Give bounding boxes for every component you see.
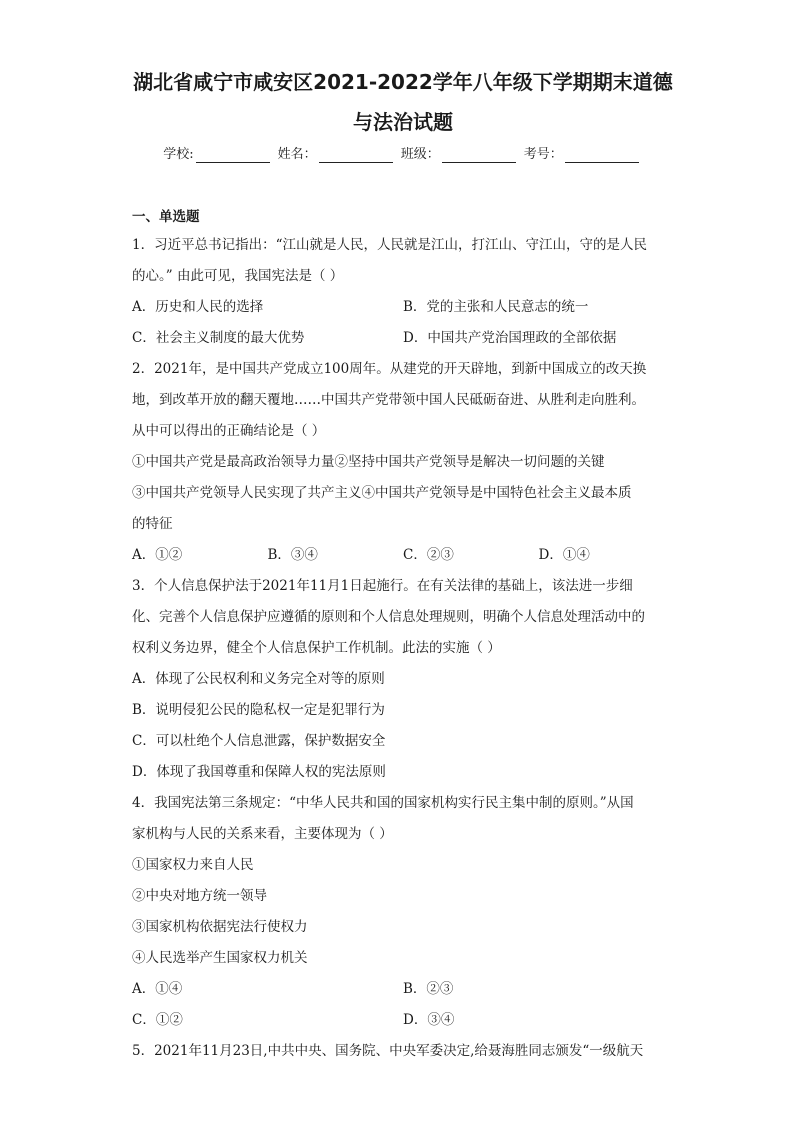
option-d[interactable]: D．③④ [403, 1012, 455, 1028]
info-name [278, 144, 397, 166]
option-b[interactable]: B．③④ [267, 547, 318, 563]
question-statement: ①国家权力来自人民 [132, 857, 254, 873]
options [132, 974, 674, 1036]
fill-blank [442, 148, 516, 163]
question-text: 3．个人信息保护法于2021年11月1日起施行。在有关法律的基础上，该法进一步细 [132, 578, 633, 594]
student-info-row [132, 144, 674, 166]
fill-blank [565, 148, 639, 163]
question-1 [132, 230, 674, 354]
question-statement: ③中国共产党领导人民实现了共产主义④中国共产党领导是中国特色社会主义最本质 [132, 485, 632, 501]
section-heading: 一、单选题 [132, 209, 200, 225]
option-b[interactable]: B．党的主张和人民意志的统一 [403, 299, 589, 315]
options [132, 664, 674, 788]
option-c[interactable]: C．可以杜绝个人信息泄露，保护数据安全 [132, 733, 386, 749]
fill-blank [319, 148, 393, 163]
options [132, 292, 674, 354]
info-label: 班级： [400, 147, 440, 162]
option-c[interactable]: C．①② [132, 1012, 183, 1028]
option-c[interactable]: C．②③ [403, 547, 454, 563]
question-statement: ①中国共产党是最高政治领导力量②坚持中国共产党领导是解决一切问题的关键 [132, 454, 605, 470]
question-text: 4．我国宪法第三条规定：“中华人民共和国的国家机构实行民主集中制的原则。”从国 [132, 795, 634, 811]
option-c[interactable]: C．社会主义制度的最大优势 [132, 330, 305, 346]
question-3 [132, 571, 674, 788]
question-text: 5．2021年11月23日,中共中央、国务院、中央军委决定,给聂海胜同志颁发“一级航天 [132, 1043, 644, 1059]
fill-blank [196, 148, 270, 163]
option-a[interactable]: A．体现了公民权利和义务完全对等的原则 [132, 671, 385, 687]
question-statement: 的特征 [132, 516, 173, 532]
question-text: 权利义务边界，健全个人信息保护工作机制。此法的实施（ ） [132, 640, 501, 656]
question-2 [132, 354, 674, 571]
question-statement: ③国家机构依据宪法行使权力 [132, 919, 308, 935]
option-d[interactable]: D．体现了我国尊重和保障人权的宪法原则 [132, 764, 386, 780]
question-text: 家机构与人民的关系来看，主要体现为（ ） [132, 826, 393, 842]
question-text: 2．2021年，是中国共产党成立100周年。从建党的开天辟地，到新中国成立的改天换 [132, 361, 647, 377]
info-school [163, 144, 273, 166]
question-5 [132, 1036, 674, 1067]
option-b[interactable]: B．说明侵犯公民的隐私权一定是犯罪行为 [132, 702, 385, 718]
options [132, 540, 674, 571]
option-b[interactable]: B．②③ [403, 981, 454, 997]
question-statement: ④人民选举产生国家权力机关 [132, 950, 308, 966]
option-d[interactable]: D．①④ [538, 547, 590, 563]
question-statement: ②中央对地方统一领导 [132, 888, 267, 904]
question-text: 从中可以得出的正确结论是（ ） [132, 423, 326, 439]
info-exam-number [524, 144, 643, 166]
info-label: 考号： [523, 147, 563, 162]
option-d[interactable]: D．中国共产党治国理政的全部依据 [403, 330, 617, 346]
question-4 [132, 788, 674, 1036]
question-text: 地，到改革开放的翻天覆地……中国共产党带领中国人民砥砺奋进、从胜利走向胜利。 [132, 392, 645, 408]
exam-title-line2: 与法治试题 [353, 110, 453, 134]
option-a[interactable]: A．历史和人民的选择 [132, 299, 264, 315]
question-text: 1．习近平总书记指出：“江山就是人民，人民就是江山，打江山、守江山，守的是人民 [132, 237, 647, 253]
info-label: 学校: [163, 147, 194, 162]
info-class [401, 144, 520, 166]
option-a[interactable]: A．①② [132, 547, 183, 563]
exam-title-line1: 湖北省咸宁市咸安区2021-2022学年八年级下学期期末道德 [133, 70, 673, 94]
info-label: 姓名： [277, 147, 317, 162]
question-text: 的心。” 由此可见，我国宪法是（ ） [132, 268, 344, 284]
option-a[interactable]: A．①④ [132, 981, 183, 997]
question-text: 化、完善个人信息保护应遵循的原则和个人信息处理规则，明确个人信息处理活动中的 [132, 609, 645, 625]
